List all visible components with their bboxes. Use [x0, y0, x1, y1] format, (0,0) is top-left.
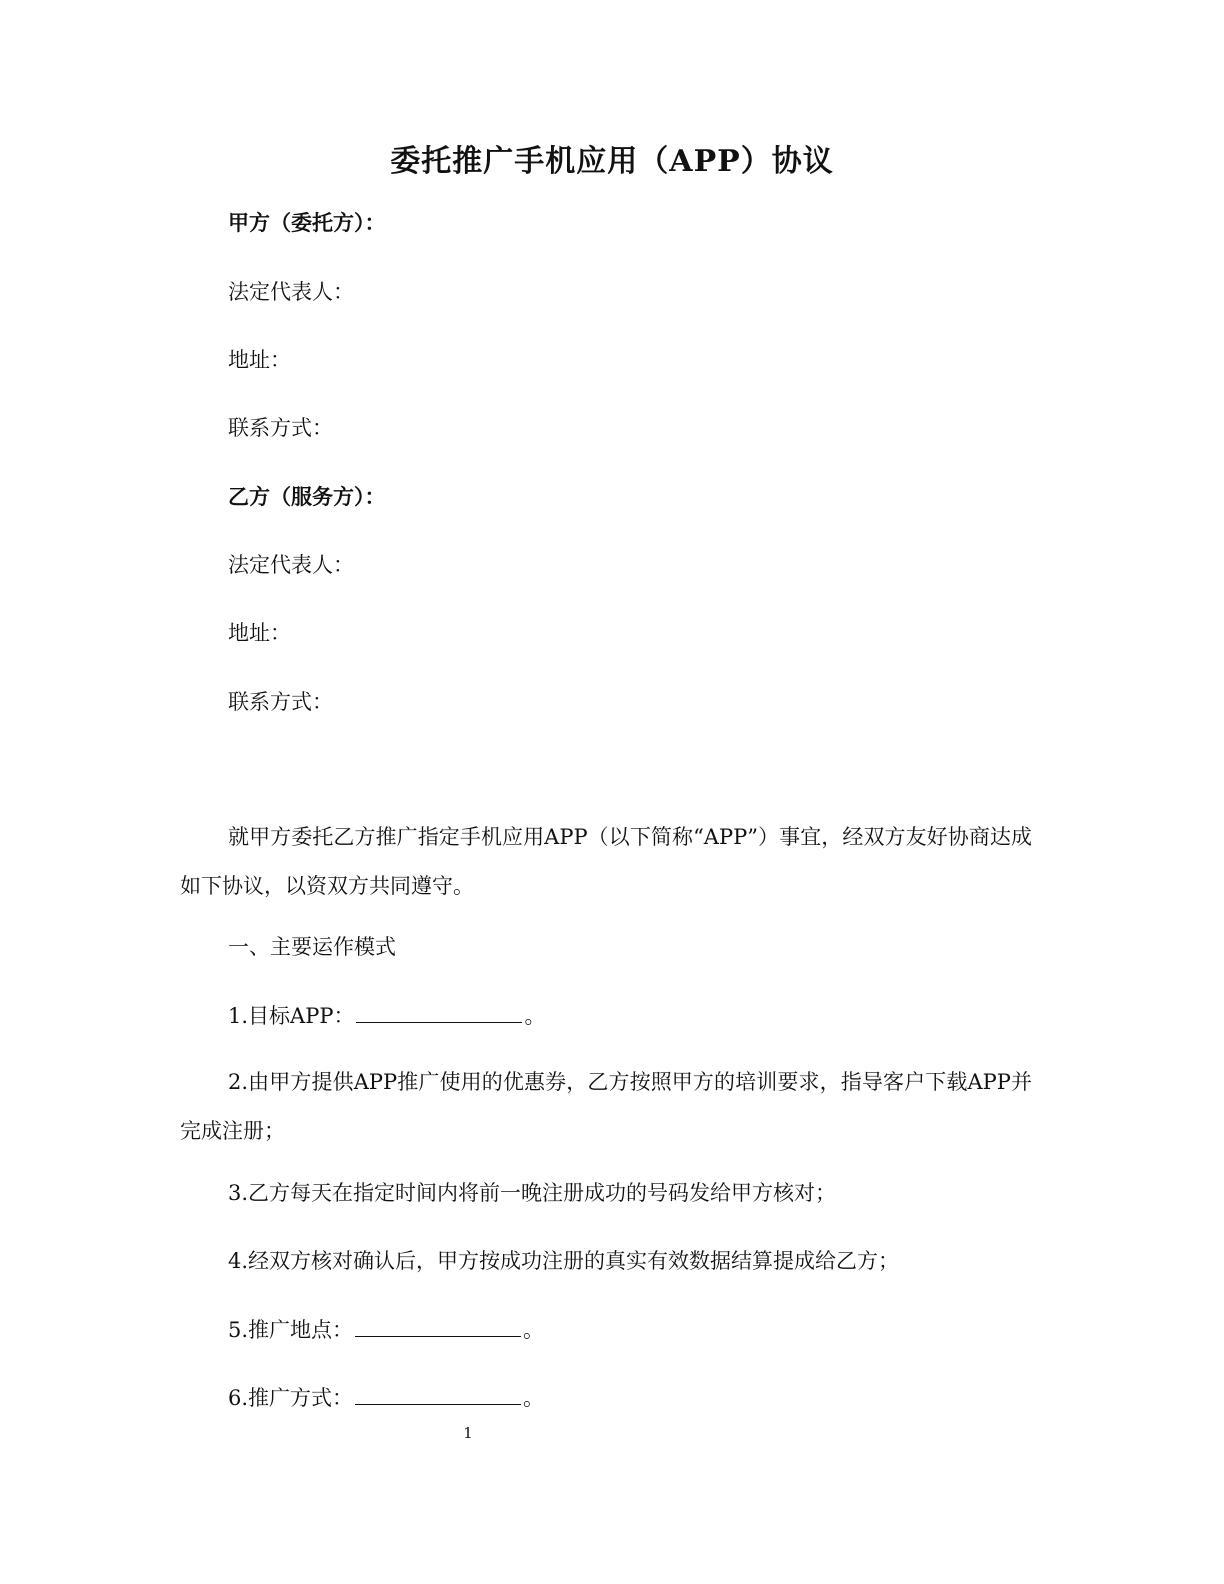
- item-3: 3.乙方每天在指定时间内将前一晚注册成功的号码发给甲方核对；: [228, 1181, 837, 1205]
- party-a-legal-rep: 法定代表人：: [228, 280, 354, 304]
- item-1-label: 1.目标APP：: [228, 1004, 355, 1028]
- intro-paragraph: 就甲方委托乙方推广指定手机应用APP（以下简称“APP”）事宜，经双方友好协商达成如下协议，以资双方共同遵守。: [180, 825, 1032, 898]
- item-5-location: [228, 1315, 544, 1345]
- party-a-contact: 联系方式：: [228, 416, 333, 440]
- method-blank-field[interactable]: [355, 1384, 521, 1405]
- location-blank-field[interactable]: [355, 1316, 521, 1337]
- item-2: 2.由甲方提供APP推广使用的优惠券，乙方按照甲方的培训要求，指导客户下载APP并完成注册；: [180, 1070, 1032, 1143]
- item-1-suffix: 。: [524, 1004, 546, 1028]
- section-1-heading: 一、主要运作模式: [228, 935, 396, 959]
- party-a-address: 地址：: [228, 348, 291, 372]
- page-number: 1: [463, 1424, 473, 1442]
- party-b-heading: 乙方（服务方）：: [228, 484, 386, 509]
- document-title: 委托推广手机应用（APP）协议: [390, 144, 834, 179]
- item-6-label: 6.推广方式：: [228, 1386, 354, 1410]
- item-4: 4.经双方核对确认后，甲方按成功注册的真实有效数据结算提成给乙方；: [228, 1249, 900, 1273]
- party-b-contact: 联系方式：: [228, 690, 333, 714]
- item-6-method: [228, 1383, 544, 1413]
- party-b-legal-rep: 法定代表人：: [228, 553, 354, 577]
- target-app-blank-field[interactable]: [356, 1002, 522, 1023]
- party-b-address: 地址：: [228, 621, 291, 645]
- item-5-label: 5.推广地点：: [228, 1318, 354, 1342]
- item-6-suffix: 。: [523, 1386, 545, 1410]
- item-1-target-app: [228, 1001, 545, 1031]
- party-a-heading: 甲方（委托方）：: [228, 210, 386, 235]
- item-5-suffix: 。: [523, 1318, 545, 1342]
